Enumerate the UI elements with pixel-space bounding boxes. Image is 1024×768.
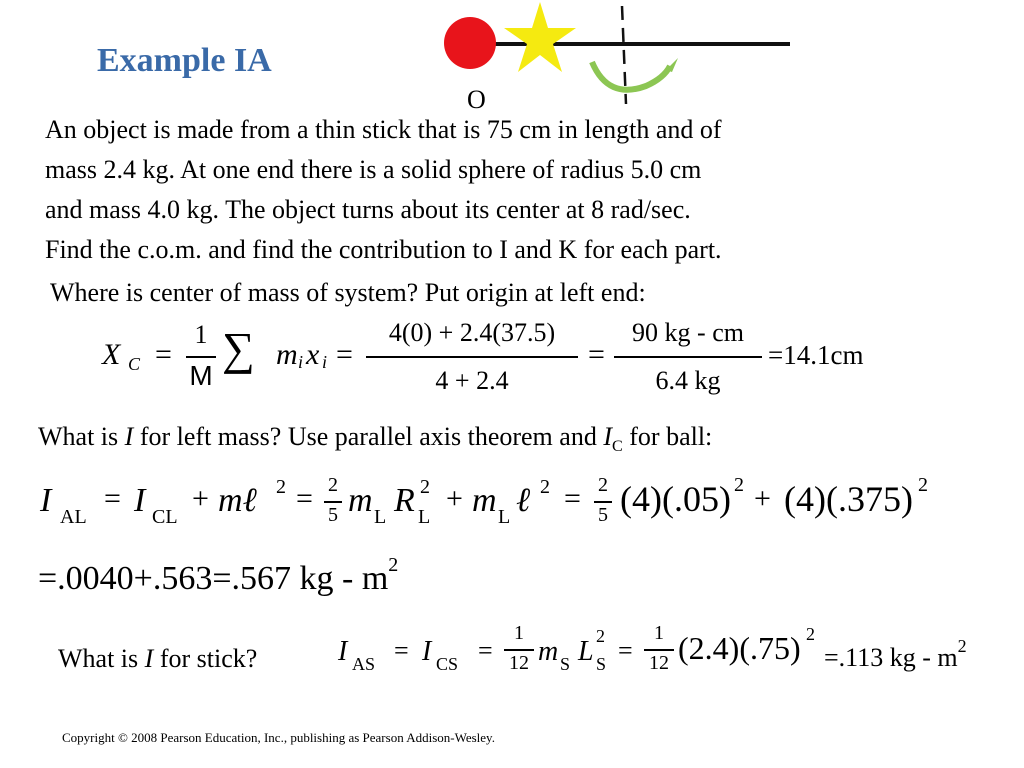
sum-icon: ∑	[222, 323, 255, 374]
ball-values-a: (4)(.05)	[620, 479, 731, 519]
sub-l: L	[498, 506, 511, 528]
sub-s: S	[560, 654, 571, 674]
origin-label: O	[467, 85, 486, 114]
com-equation	[100, 318, 920, 408]
equals: =	[478, 636, 493, 665]
sub-i: i	[322, 352, 328, 372]
m-symbol: m	[218, 482, 243, 519]
rotation-arrow-icon	[592, 62, 670, 90]
com-result: =14.1cm	[768, 340, 864, 370]
frac1-num: 1	[194, 320, 208, 349]
sub-l: L	[374, 506, 387, 528]
ball-question: What is I for left mass? Use parallel axis theorem and $I_C$ for ball:	[38, 422, 713, 456]
problem-text	[45, 110, 1005, 270]
frac-num: 1	[654, 622, 664, 644]
ball-result: =.0040+.563=.567 kg - $m^2$	[38, 554, 399, 597]
i-symbol: I	[40, 482, 52, 519]
problem-line: mass 2.4 kg. At one end there is a solid sphere of radius 5.0 cm	[45, 155, 702, 184]
frac-den: 5	[598, 504, 608, 526]
sup-2: 2	[918, 474, 928, 496]
frac2-den: 4 + 2.4	[435, 366, 509, 395]
sub-l: L	[418, 506, 431, 528]
com-question: Where is center of mass of system? Put origin at left end:	[50, 278, 646, 307]
frac3-num: 90 kg - cm	[632, 318, 744, 347]
frac1-bar	[186, 356, 216, 358]
equals: =	[336, 338, 353, 371]
frac1-den: M	[189, 360, 213, 391]
i-symbol: I	[134, 482, 146, 519]
ell-symbol: ℓ	[242, 482, 257, 519]
i-symbol: I	[422, 636, 432, 667]
plus: +	[446, 482, 463, 515]
stick-result: =.113 kg - m	[824, 643, 958, 672]
frac-den: 12	[649, 652, 669, 674]
stick-equation	[338, 620, 1018, 690]
sub-as: AS	[352, 654, 376, 674]
problem-line: and mass 4.0 kg. The object turns about its center at 8 rad/sec.	[45, 195, 691, 224]
frac-num: 1	[514, 622, 524, 644]
r-symbol: R	[394, 482, 415, 519]
star-marker	[504, 2, 576, 72]
m-symbol: m	[472, 482, 497, 519]
equals: =	[618, 636, 633, 665]
equals: =	[588, 338, 605, 371]
sub-cl: CL	[152, 506, 178, 528]
copyright-notice: Copyright © 2008 Pearson Education, Inc., publishing as Pearson Addison-Wesley.	[62, 730, 495, 745]
plus: +	[754, 482, 771, 515]
m-symbol: m	[538, 636, 559, 667]
sup-2: 2	[420, 476, 430, 498]
sphere-ball	[444, 17, 496, 69]
equals: =	[394, 636, 409, 665]
m-symbol: m	[276, 338, 298, 371]
frac-bar	[594, 501, 612, 503]
sub-i: i	[298, 352, 304, 372]
sup-2: 2	[806, 624, 815, 644]
problem-line: Find the c.o.m. and find the contribution to I and K for each part.	[45, 235, 722, 264]
sup-2: 2	[276, 476, 286, 498]
frac-bar	[504, 649, 534, 651]
frac-num: 2	[328, 474, 338, 496]
sup-2: 2	[957, 636, 967, 656]
x-var: x	[306, 338, 320, 371]
plus: +	[192, 482, 209, 515]
frac2-num: 4(0) + 2.4(37.5)	[388, 318, 556, 347]
frac3-den: 6.4 kg	[655, 366, 721, 395]
stick-values: (2.4)(.75)	[678, 630, 801, 666]
equals: =	[155, 338, 172, 371]
frac-den: 12	[509, 652, 529, 674]
frac3-bar	[614, 356, 762, 358]
rotation-diagram	[440, 0, 800, 110]
x-symbol: X	[102, 338, 121, 371]
sup-2: 2	[734, 474, 744, 496]
slide-title: Example IA	[97, 42, 272, 79]
i-symbol: I	[338, 636, 348, 667]
equals: =	[104, 482, 121, 515]
equals: =	[296, 482, 313, 515]
sub-al: AL	[60, 506, 87, 528]
frac-den: 5	[328, 504, 338, 526]
sub-s: S	[596, 654, 607, 674]
stick-question: What is I for stick?	[58, 644, 258, 673]
sup-2: 2	[596, 626, 605, 646]
frac-num: 2	[598, 474, 608, 496]
sub-cs: CS	[436, 654, 459, 674]
ball-equation	[40, 470, 1000, 540]
sup-2: 2	[540, 476, 550, 498]
equals: =	[564, 482, 581, 515]
ball-values-b: (4)(.375)	[784, 479, 913, 519]
ell-symbol: ℓ	[516, 482, 531, 519]
frac2-bar	[366, 356, 578, 358]
l-symbol: L	[578, 636, 594, 667]
m-symbol: m	[348, 482, 373, 519]
frac-bar	[324, 501, 342, 503]
problem-line: An object is made from a thin stick that is 75 cm in length and of	[45, 115, 722, 144]
sub-c: C	[128, 354, 141, 374]
frac-bar	[644, 649, 674, 651]
